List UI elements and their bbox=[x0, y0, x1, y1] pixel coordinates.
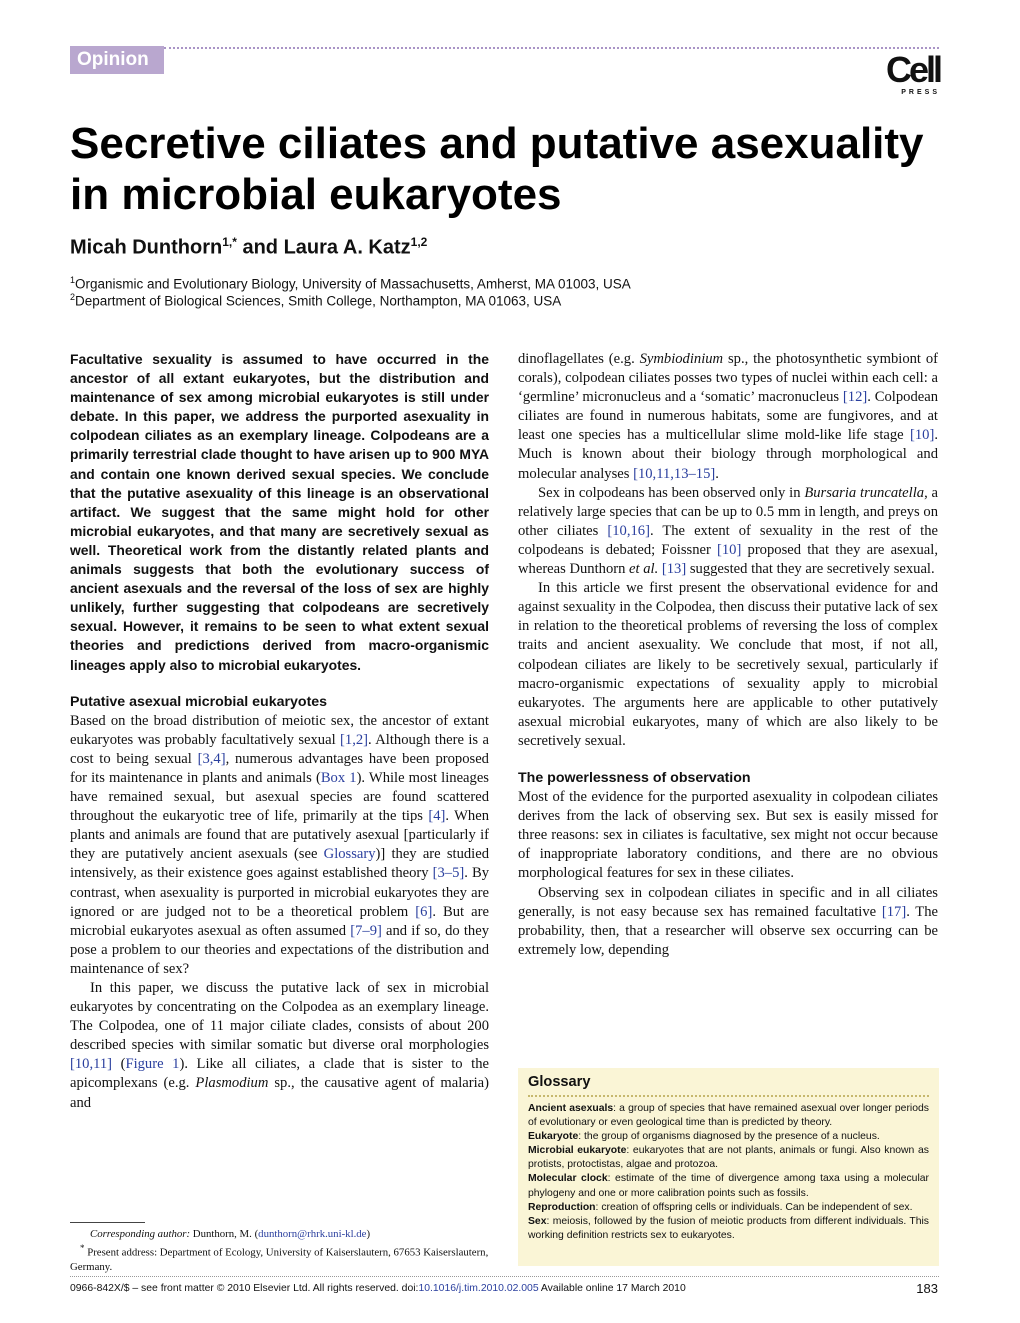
affiliation-text: Department of Biological Sciences, Smith College, Northampton, MA 01063, USA bbox=[75, 293, 562, 309]
citation-link[interactable]: [10,11] bbox=[70, 1056, 113, 1073]
footnote-divider bbox=[70, 1222, 145, 1223]
citation-link[interactable]: [10,16] bbox=[607, 522, 650, 539]
citation-link[interactable]: [13] bbox=[661, 561, 687, 578]
citation-link[interactable]: [7–9] bbox=[350, 922, 382, 939]
citation-link[interactable]: [6] bbox=[415, 903, 433, 920]
affiliation-number: 2 bbox=[70, 292, 76, 302]
header-rule bbox=[164, 47, 939, 49]
article-title: Secretive ciliates and putative asexuality in microbial eukaryotes bbox=[70, 119, 924, 219]
email-link[interactable]: dunthorn@rhrk.uni-kl.de bbox=[258, 1228, 367, 1240]
glossary-divider bbox=[528, 1095, 929, 1097]
citation-link[interactable]: [4] bbox=[428, 808, 446, 825]
present-address: * Present address: Department of Ecology, University of Kaiserslautern, 67653 Kaiserslautern, Germany. bbox=[70, 1243, 489, 1273]
citation-link[interactable]: [3,4] bbox=[197, 750, 226, 767]
author-affil: 1,* bbox=[222, 235, 237, 249]
body-paragraph: Based on the broad distribution of meiotic sex, the ancestor of extant eukaryotes was probably facultatively sexual [1,2]. Although there is a cost to being sexual [3,4], numerous advantages have been proposed for its maintenance in plants and animals (Box 1). While most lineages have remained sexual, but asexual species are found scattered throughout the eukaryotic tree of life, primarily at the tips [4]. When plants and animals are found that are putatively asexual [particularly if they are putatively ancient asexuals (see Glossary)] they are studied intensively, as their existence goes against established theory [3–5]. By contrast, when asexuality is purported in microbial eukaryotes they are ignored or are judged not to be a theoretical problem [6]. But are microbial eukaryotes asexual as often assumed [7–9] and if so, do they pose a problem to our theories and expectations of the distribution and maintenance of sex? bbox=[70, 712, 490, 977]
glossary-item: Eukaryote: the group of organisms diagnosed by the presence of a nucleus. bbox=[528, 1131, 880, 1143]
box-link[interactable]: Box 1 bbox=[320, 769, 357, 786]
body-paragraph: Sex in colpodeans has been observed only in Bursaria truncatella, a relatively large species that can be up to 0.5 mm in length, and preys on other ciliates [10,16]. The extent of sexuality in the rest of the colpodeans is debated; Foissner [10] proposed that they are asexual, whereas Dunthorn et al. [13] suggested that they are secretively sexual. bbox=[518, 484, 938, 578]
body-paragraph-continued: dinoflagellates (e.g. Symbiodinium sp., the photosynthetic symbiont of corals), colpodean ciliates posses two types of nuclei within each cell: a ‘germline’ micronucleus and a ‘somatic’ macronucleus [12]. Colpodean ciliates are found in numerous habitats, some are fungivores, and at least one species has a multicellular slime mold-like life stage [10]. Much is known about their biology through morphological and molecular analyses [10,11,13–15]. bbox=[518, 351, 938, 482]
footnotes bbox=[70, 1227, 489, 1274]
citation-link[interactable]: [12] bbox=[842, 389, 868, 406]
body-paragraph: Observing sex in colpodean ciliates in specific and in all ciliates generally, is not easy because sex has remained facultative [17]. The probability, then, that a researcher will observe sex occurring can be extremely low, depending bbox=[518, 884, 938, 958]
author-list bbox=[70, 235, 930, 260]
glossary-item: Microbial eukaryote: eukaryotes that are not plants, animals or fungi. Also known as protists, protoctistas, algae and protozoa. bbox=[528, 1145, 929, 1171]
glossary-item: Reproduction: creation of offspring cells or individuals. Can be independent of sex. bbox=[528, 1201, 913, 1213]
logo-main: Cell bbox=[885, 49, 940, 90]
citation-link[interactable]: [10,11,13–15] bbox=[633, 465, 716, 482]
section-heading: The powerlessness of observation bbox=[518, 769, 751, 786]
body-paragraph: In this paper, we discuss the putative lack of sex in microbial eukaryotes by concentrating on the Colpodea as an exemplary lineage. The Colpodea, one of 11 major ciliate clades, consists of about 200 described species with similar somatic but diverse oral morphologies [10,11] (Figure 1). Like all ciliates, a clade that is sister to the apicomplexans (e.g. Plasmodium sp., the causative agent of malaria) and bbox=[70, 980, 489, 1111]
author-name: Laura A. Katz bbox=[283, 236, 411, 259]
glossary-title: Glossary bbox=[528, 1074, 591, 1090]
doi-link[interactable]: 10.1016/j.tim.2010.02.005 bbox=[418, 1283, 539, 1294]
section-tag: Opinion bbox=[70, 46, 164, 74]
affiliation-text: Organismic and Evolutionary Biology, University of Massachusetts, Amherst, MA 01003, USA bbox=[75, 276, 631, 292]
affiliation bbox=[70, 292, 950, 309]
body-paragraph: In this article we first present the observational evidence for and against sexuality in the Colpodea, then discuss their putative lack of sex in relation to the theoretical problems of reversing the loss of complex traits and ancient asexuality. We conclude that most, if not all, colpodean ciliates are likely to be secretively sexual, particularly if macro-organismic expectations of sexuality apply to microbial eukaryotes. The arguments here are applicable to other putatively asexual microbial eukaryotes, many of which are also likely to be secretively sexual. bbox=[518, 580, 938, 749]
affiliation bbox=[70, 275, 950, 292]
glossary-box bbox=[518, 1068, 939, 1266]
author-conjunction: and bbox=[242, 236, 279, 259]
glossary-link[interactable]: Glossary bbox=[323, 846, 376, 863]
column-left bbox=[70, 350, 489, 1113]
abstract: Facultative sexuality is assumed to have occurred in the ancestor of all extant eukaryotes, but the distribution and maintenance of sex among microbial eukaryotes is still under debate. In this paper, we address the purported asexuality in colpodean ciliates as an exemplary lineage. Colpodeans are a primarily terrestrial clade thought to have arisen up to 900 MYA and contain one known derived sexual species. We conclude that the putative asexuality of this lineage is an observational artifact. We suggest that the same might hold for other microbial eukaryotes, and that many are secretively sexual as well. Theoretical work from the distantly related plants and animals suggests that both the evolutionary success of ancient asexuals and the reversal of the loss of sex are highly unlikely, further suggesting that colpodeans are secretively sexual. However, it remains to be seen to what extent sexual theories and predictions derived from macro-organismic lineages apply also to microbial eukaryotes. bbox=[70, 351, 489, 673]
page-number: 183 bbox=[916, 1281, 938, 1296]
citation-link[interactable]: [10] bbox=[910, 427, 935, 444]
body-paragraph: Most of the evidence for the purported asexuality in colpodean ciliates derives from the lack of observing sex. But sex is easily missed for three reasons: sex in ciliates is facultative, sex might not occur because of inappropriate laboratory conditions, and there are no obvious morphological features for sex in these ciliates. bbox=[518, 789, 938, 882]
logo-sub: PRESS bbox=[901, 89, 940, 96]
author-affil: 1,2 bbox=[410, 235, 428, 249]
glossary-item: Molecular clock: estimate of the time of divergence among taxa using a molecular phylogeny and one or more calibration points such as fossils. bbox=[528, 1173, 929, 1199]
column-right bbox=[518, 350, 938, 960]
citation-link[interactable]: [1,2] bbox=[340, 731, 369, 748]
glossary-item: Sex: meiosis, followed by the fusion of meiotic products from different individuals. This working definition restricts sex to eukaryotes. bbox=[528, 1215, 929, 1241]
footer-info: 0966-842X/$ – see front matter © 2010 Elsevier Ltd. All rights reserved. doi:10.1016/j.tim.2010.02.005 Available online 17 March 2010 bbox=[70, 1283, 686, 1294]
citation-link[interactable]: [17] bbox=[881, 903, 907, 920]
author-name: Micah Dunthorn bbox=[70, 236, 223, 259]
figure-link[interactable]: Figure 1 bbox=[125, 1056, 180, 1073]
affiliation-number: 1 bbox=[70, 275, 76, 285]
citation-link[interactable]: [10] bbox=[717, 541, 742, 558]
corresponding-author: Corresponding author: Dunthorn, M. (dunthorn@rhrk.uni-kl.de) bbox=[90, 1228, 371, 1240]
citation-link[interactable]: [3–5] bbox=[432, 865, 465, 882]
glossary-item: Ancient asexuals: a group of species that have remained asexual over longer periods of evolutionary or even geological time than is predicted by theory. bbox=[528, 1103, 929, 1129]
section-heading: Putative asexual microbial eukaryotes bbox=[70, 693, 328, 710]
journal-logo bbox=[880, 49, 940, 96]
footer-divider bbox=[70, 1276, 939, 1277]
